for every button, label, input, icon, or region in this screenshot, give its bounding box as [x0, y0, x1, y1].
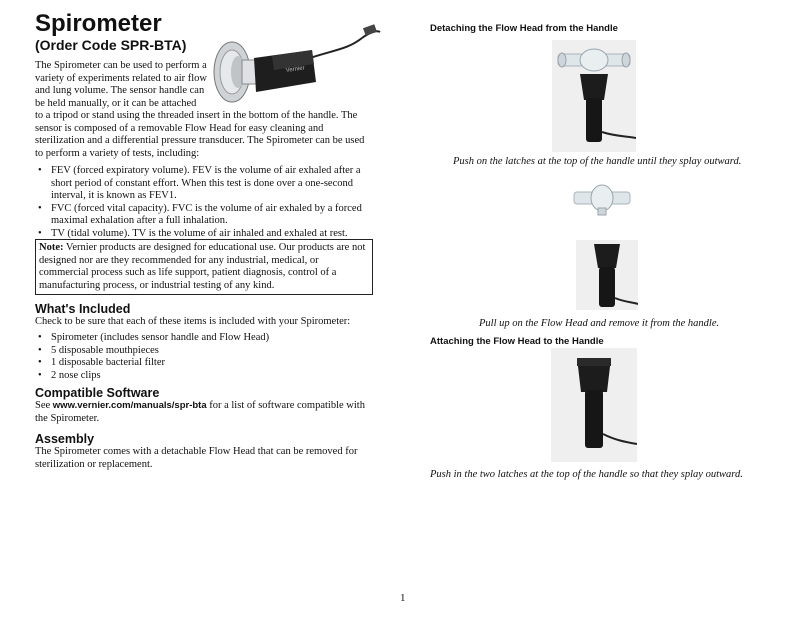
list-item: • TV (tidal volume). TV is the volume of air inhaled and exhaled at rest. [35, 228, 375, 241]
software-link[interactable]: www.vernier.com/manuals/spr-bta [52, 400, 207, 411]
list-item: • Spirometer (includes sensor handle and Flow Head) [35, 332, 375, 345]
intro-paragraph-a: The Spirometer can be used to perform a variety of experiments related to air flow and lung volume. The sensor handle can be held manually, or it can be attached [35, 60, 208, 109]
caption-pull-up: Pull up on the Flow Head and remove it from the handle. [479, 318, 720, 329]
whats-included-intro: Check to be sure that each of these items is included with your Spirometer: [35, 316, 351, 327]
caption-latches-splay: Push on the latches at the top of the handle until they splay outward. [453, 156, 742, 167]
caption-push-in: Push in the two latches at the top of the handle so that they splay outward. [430, 469, 743, 480]
note-text: Vernier products are designed for educational use. Our products are not designed nor are they recommended for any industrial, medical, or commercial process such as life support, patient diagnosis, control of a manufacturing process, or industrial testing of any kind. [39, 242, 366, 291]
list-item: • 5 disposable mouthpieces [35, 345, 375, 358]
whats-included-list [35, 332, 375, 382]
list-item: • 2 nose clips [35, 370, 375, 383]
whats-included-heading: What's Included [35, 302, 131, 316]
note-box [35, 239, 373, 295]
intro-paragraph-b: to a tripod or stand using the threaded insert in the bottom of the handle. The sensor is composed of a removable Flow Head for easy cleaning and sterilization and a differential pressure transducer. The Spirometer can be used to perform a variety of tests, including: [35, 110, 365, 159]
detach-heading: Detaching the Flow Head from the Handle [430, 23, 618, 34]
page-title: Spirometer [35, 10, 162, 37]
list-item: • FEV (forced expiratory volume). FEV is the volume of air exhaled after a short period of constant effort. When this test is done over a one-second interval, it is known as FEV1. [35, 165, 375, 203]
svg-text:Vernier: Vernier [285, 65, 306, 74]
detach-photo-1 [552, 40, 636, 152]
assembly-heading: Assembly [35, 432, 95, 446]
note-label: Note: [39, 242, 64, 253]
cs-suffix: for a list of software compatible with the Spirometer. [35, 400, 365, 424]
flow-head-photo [572, 180, 632, 216]
attach-photo [551, 348, 637, 462]
list-item: • 1 disposable bacterial filter [35, 357, 375, 370]
test-terms-list [35, 165, 375, 241]
order-code: (Order Code SPR-BTA) [35, 37, 187, 53]
handle-photo [576, 240, 638, 310]
compatible-software-heading: Compatible Software [35, 386, 160, 400]
cs-prefix: See [35, 400, 53, 411]
compatible-software-text [35, 400, 375, 425]
page-number: 1 [400, 592, 406, 604]
assembly-text: The Spirometer comes with a detachable Flow Head that can be removed for sterilization or replacement. [35, 446, 358, 470]
list-item: • FVC (forced vital capacity). FVC is the volume of air exhaled by a forced maximal exhalation after a full inhalation. [35, 203, 375, 228]
attach-heading: Attaching the Flow Head to the Handle [430, 336, 604, 347]
spirometer-photo [212, 20, 382, 120]
